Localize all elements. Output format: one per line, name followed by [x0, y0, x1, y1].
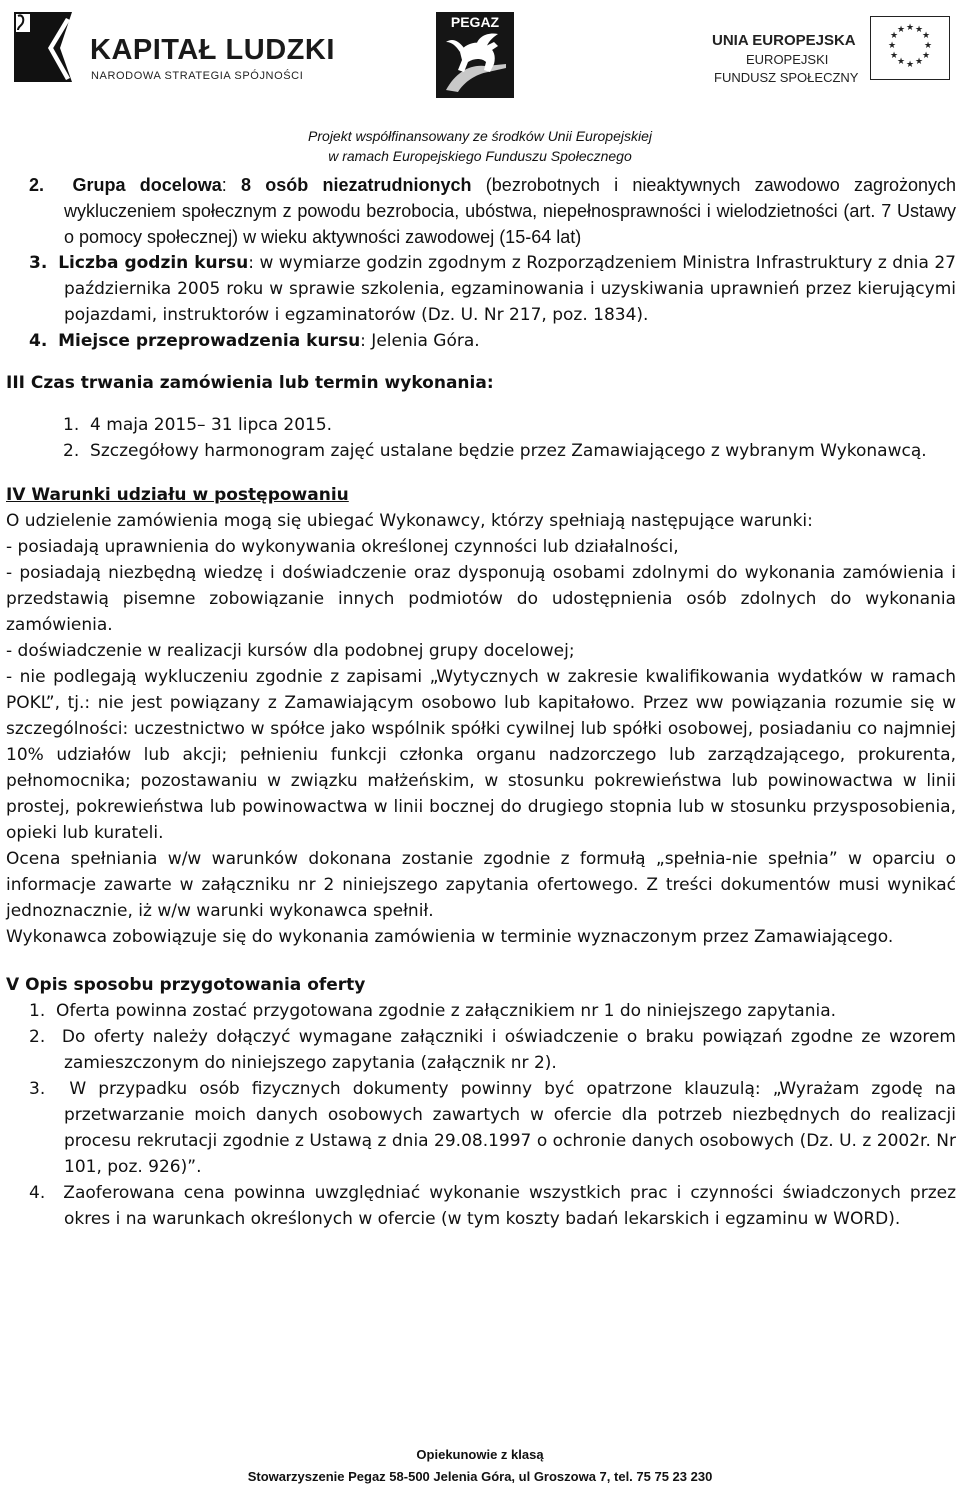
- item-number: 2.: [29, 175, 45, 195]
- list-item: [6, 1180, 956, 1232]
- svg-text:★: ★: [921, 31, 931, 41]
- list-number: 2.: [29, 1027, 46, 1047]
- eu-logo: [712, 10, 952, 90]
- eu-fund-line1: EUROPEJSKI: [746, 52, 829, 67]
- pegaz-name: PEGAZ: [450, 14, 500, 30]
- kapital-ludzki-subtitle: NARODOWA STRATEGIA SPÓJNOŚCI: [91, 70, 304, 82]
- section-4-title: IV Warunki udziału w postępowaniu: [6, 485, 349, 505]
- list-number: 1.: [63, 415, 80, 435]
- list-text: Oferta powinna zostać przygotowana zgodnie z załącznikiem nr 1 do niniejszego zapytania.: [56, 1001, 837, 1021]
- list-text: 4 maja 2015– 31 lipca 2015.: [90, 415, 333, 435]
- item-target-group: [6, 172, 956, 250]
- section-4-paragraph: Wykonawca zobowiązuje się do wykonania zamówienia w terminie wyznaczonym przez Zamawiającego.: [6, 927, 894, 947]
- svg-text:★: ★: [923, 41, 933, 51]
- kapital-ludzki-emblem-icon: [8, 8, 78, 86]
- item-label: Grupa docelowa: [72, 175, 222, 195]
- list-number: 3.: [29, 1079, 46, 1099]
- list-item: [6, 1024, 956, 1076]
- list-number: 2.: [63, 441, 80, 461]
- section-4-paragraph: - nie podlegają wykluczeniu zgodnie z zapisami „Wytycznych w zakresie kwalifikowania wydatków w ramach POKL”, tj.: nie jest powiązany z Zamawiającym osobowo lub kapitałowo. Przez ww powiązania rozumie się w szczególności: uczestnictwo w spółce jako wspólnik spółki cywilnej lub spółki osobowej, posiadaniu co najmniej 10% udziałów lub akcji; pełnieniu funkcji członka organu nadzorczego lub zarządzającego, prokurenta, pełnomocnika; pozostawaniu w związku małżeńskim, w stosunku pokrewieństwa lub powinowactwa w linii prostej, pokrewieństwa lub powinowactwa w linii bocznej do drugiego stopnia lub w stosunku przysposobienia, opieki lub kurateli.: [6, 667, 956, 843]
- list-item: [6, 1076, 956, 1180]
- section-5-list: [6, 998, 956, 1232]
- svg-text:★: ★: [887, 41, 897, 51]
- item-text: (bezrobotnych i nieaktywnych zawodowo zagrożonych wykluczeniem społecznym z powodu bezrobocia, ubóstwa, niepełnosprawności i wielodzietności (art. 7 Ustawy o pomocy społecznej) w wieku aktywności zawodowej (15-64 lat): [64, 175, 957, 247]
- item-number: 4.: [29, 331, 48, 351]
- item-course-hours: [6, 250, 956, 328]
- kapital-ludzki-logo: [8, 8, 335, 88]
- item-text: : Jelenia Góra.: [360, 331, 480, 351]
- svg-text:★: ★: [921, 51, 931, 61]
- eu-title: UNIA EUROPEJSKA: [712, 32, 856, 49]
- kapital-ludzki-title: KAPITAŁ LUDZKI: [90, 34, 335, 66]
- list-text: Zaoferowana cena powinna uwzględniać wykonanie wszystkich prac i czynności świadczonych przez okres i na warunkach określonych w ofercie (w tym koszty badań lekarskich i egzaminu w WORD).: [63, 1183, 956, 1229]
- item-text: : w wymiarze godzin zgodnym z Rozporządzeniem Ministra Infrastruktury z dnia 27 października 2005 roku w sprawie szkolenia, egzaminowania i uzyskiwania uprawnień przez kierującymi pojazdami, instruktorów i egzaminatorów (Dz. U. Nr 217, poz. 1834).: [64, 253, 956, 325]
- footer-address: Stowarzyszenie Pegaz 58-500 Jelenia Góra, ul Groszowa 7, tel. 75 75 23 230: [247, 1469, 713, 1484]
- section-4-paragraph: Ocena spełniania w/w warunków dokonana zostanie zgodnie z formułą „spełnia-nie spełnia” w oparciu o informacje zawarte w załączniku nr 2 niniejszego zapytania ofertowego. Z treści dokumentów musi wynikać jednoznacznie, iż w/w warunki wykonawca spełnił.: [6, 849, 956, 921]
- item-separator: :: [221, 175, 242, 195]
- section-4-paragraph: - doświadczenie w realizacji kursów dla podobnej grupy docelowej;: [6, 641, 575, 661]
- document-header: [0, 0, 960, 170]
- section-3-title: III Czas trwania zamówienia lub termin wykonania:: [6, 373, 494, 393]
- list-number: 1.: [29, 1001, 46, 1021]
- project-line-1: Projekt współfinansowany ze środków Unii Europejskiej: [308, 128, 652, 144]
- pegaz-logo: [436, 12, 514, 98]
- svg-text:★: ★: [889, 31, 899, 41]
- document-footer: [0, 1444, 960, 1488]
- project-line-2: w ramach Europejskiego Funduszu Społecznego: [328, 148, 632, 164]
- list-item: [6, 438, 956, 464]
- section-4-paragraph: O udzielenie zamówienia mogą się ubiegać Wykonawcy, którzy spełniają następujące warunki:: [6, 511, 813, 531]
- list-text: W przypadku osób fizycznych dokumenty powinny być opatrzone klauzulą: „Wyrażam zgodę na przetwarzanie moich danych osobowych zawartych w ofercie dla potrzeb niezbędnych do realizacji procesu rekrutacji zgodnie z Ustawą z dnia 29.08.1997 o ochronie danych osobowych (Dz. U. z 2002r. Nr 101, poz. 926)”.: [64, 1079, 956, 1177]
- svg-text:★: ★: [905, 23, 915, 33]
- svg-text:★: ★: [896, 57, 906, 67]
- list-text: Do oferty należy dołączyć wymagane załączniki i oświadczenie o braku powiązań zgodne ze wzorem zamieszczonym do niniejszego zapytania (załącznik nr 2).: [61, 1027, 956, 1073]
- svg-text:★: ★: [914, 57, 924, 67]
- eu-fund-line2: FUNDUSZ SPOŁECZNY: [714, 70, 859, 85]
- project-cofinancing-note: [0, 126, 960, 166]
- eu-flag-icon: [870, 16, 950, 80]
- document-body: [6, 172, 956, 1232]
- list-number: 4.: [29, 1183, 46, 1203]
- list-item: [6, 412, 956, 438]
- svg-text:★: ★: [889, 51, 899, 61]
- item-course-location: [6, 328, 956, 354]
- section-4-paragraph: - posiadają uprawnienia do wykonywania określonej czynności lub działalności,: [6, 537, 679, 557]
- section-5-title: V Opis sposobu przygotowania oferty: [6, 975, 366, 995]
- list-text: Szczegółowy harmonogram zajęć ustalane będzie przez Zamawiającego z wybranym Wykonawcą.: [90, 441, 927, 461]
- item-emphasis: 8 osób niezatrudnionych: [241, 175, 472, 195]
- item-label: Liczba godzin kursu: [58, 253, 249, 273]
- list-item: [6, 998, 956, 1024]
- item-number: 3.: [29, 253, 48, 273]
- svg-text:★: ★: [914, 25, 924, 35]
- svg-text:★: ★: [905, 60, 915, 70]
- section-3-list: [6, 412, 956, 464]
- svg-text:★: ★: [896, 25, 906, 35]
- section-4-paragraph: - posiadają niezbędną wiedzę i doświadczenie oraz dysponują osobami zdolnymi do wykonania zamówienia i przedstawią pisemne zobowiązanie innych podmiotów do udostępnienia osób zdolnych do wykonania zamówienia.: [6, 563, 956, 635]
- item-label: Miejsce przeprowadzenia kursu: [58, 331, 361, 351]
- footer-slogan: Opiekunowie z klasą: [416, 1447, 544, 1462]
